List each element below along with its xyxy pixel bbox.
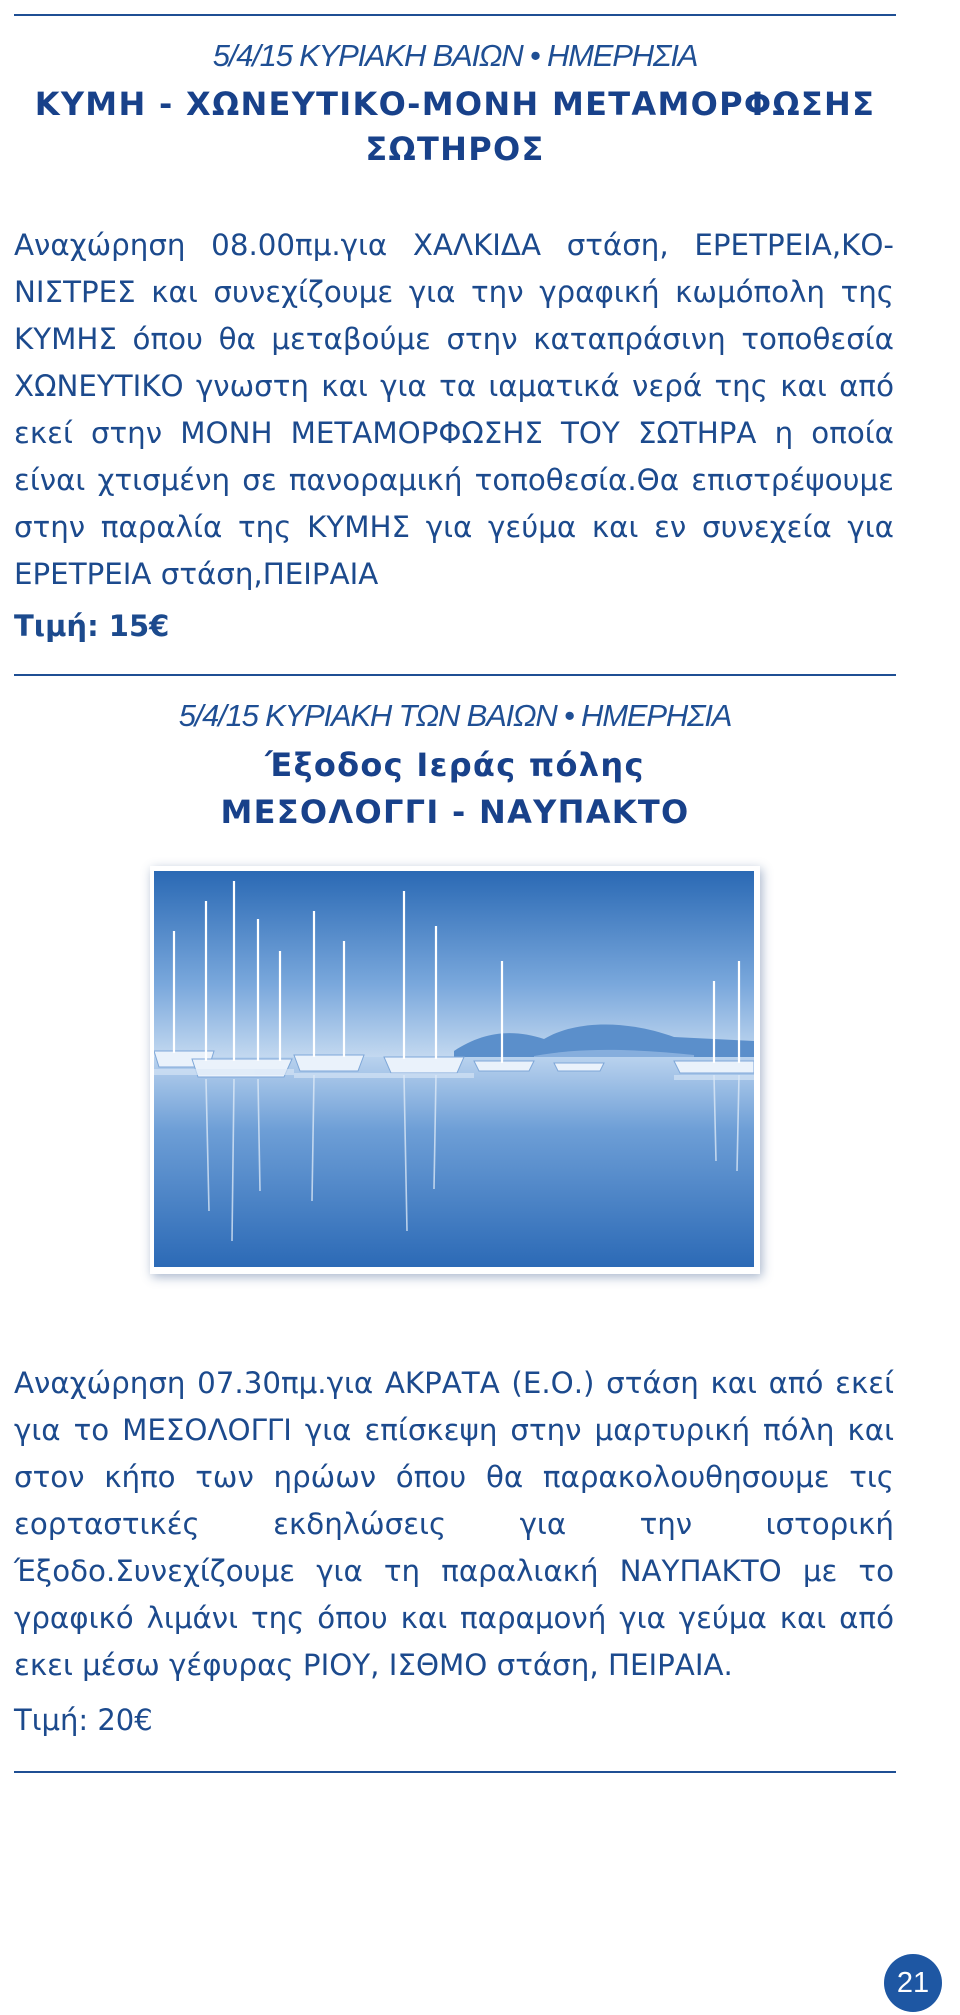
harbor-photo-frame <box>150 866 760 1274</box>
trip2-title-line2: ΜΕΣΟΛΟΓΓΙ - ΝΑΥΠΑΚΤΟ <box>220 793 690 831</box>
trip1-title-line2: ΣΩΤΗΡΟΣ <box>365 130 545 168</box>
middle-divider <box>14 674 896 676</box>
trip2-date-line: 5/4/15 ΚΥΡΙΑΚΗ ΤΩΝ ΒΑΙΩΝ • ΗΜΕΡΗΣΙΑ <box>178 698 732 733</box>
trip1-date-line: 5/4/15 ΚΥΡΙΑΚΗ ΒΑΙΩΝ • ΗΜΕΡΗΣΙΑ <box>212 38 698 73</box>
trip2-title-line1: Έξοδος Ιεράς πόλης <box>265 746 645 784</box>
top-divider <box>14 14 896 16</box>
page-number-badge: 21 <box>884 1954 942 2012</box>
trip1-title-line1: ΚΥΜΗ - ΧΩΝΕΥΤΙΚΟ-ΜΟΝΗ ΜΕΤΑΜΟΡΦΩΣΗΣ <box>34 85 876 123</box>
bottom-divider <box>14 1771 896 1773</box>
trip2-description: Αναχώρηση 07.30πμ.για ΑΚΡΑΤΑ (Ε.Ο.) στάση και από εκεί για το ΜΕΣΟΛΟΓΓΙ για επίσκεψη στην μαρτυρική πόλη και στον κήπο των ηρώων όπου θα παρακολουθησουμε τις εορταστικές εκδηλώσεις για την ιστορική Έξοδο.Συνεχίζουμε για τη παραλιακή ΝΑΥΠΑΚΤΟ με το γραφικό λιμάνι της όπου και παραμονή για γεύμα και από εκει μέσω γέφυρας ΡΙΟΥ, ΙΣΘΜΟ στάση, ΠΕΙΡΑΙΑ. <box>14 1366 894 1682</box>
trip2-price: Τιμή: 20€ <box>14 1703 153 1737</box>
trip1-price: Τιμή: 15€ <box>14 609 170 643</box>
harbor-photo <box>154 871 754 1267</box>
trip1-description: Αναχώρηση 08.00πμ.για ΧΑΛΚΙΔΑ στάση, ΕΡΕΤΡΕΙΑ,ΚΟΝΙΣΤΡΕΣ και συνεχίζουμε για την γραφική κωμόπολη της ΚΥΜΗΣ όπου θα μεταβούμε στην καταπράσινη τοποθεσία ΧΩΝΕΥΤΙΚΟ γνωστη και για τα ιαματικά νερά της και από εκεί στην ΜΟΝΗ ΜΕΤΑΜΟΡΦΩΣΗΣ ΤΟΥ ΣΩΤΗΡΑ η οποία είναι χτισμένη σε πανοραμική τοποθεσία.Θα επιστρέψουμε στην παραλία της ΚΥΜΗΣ για γεύμα και εν συνεχεία για ΕΡΕΤΡΕΙΑ στάση,ΠΕΙΡΑΙΑ <box>14 228 894 591</box>
